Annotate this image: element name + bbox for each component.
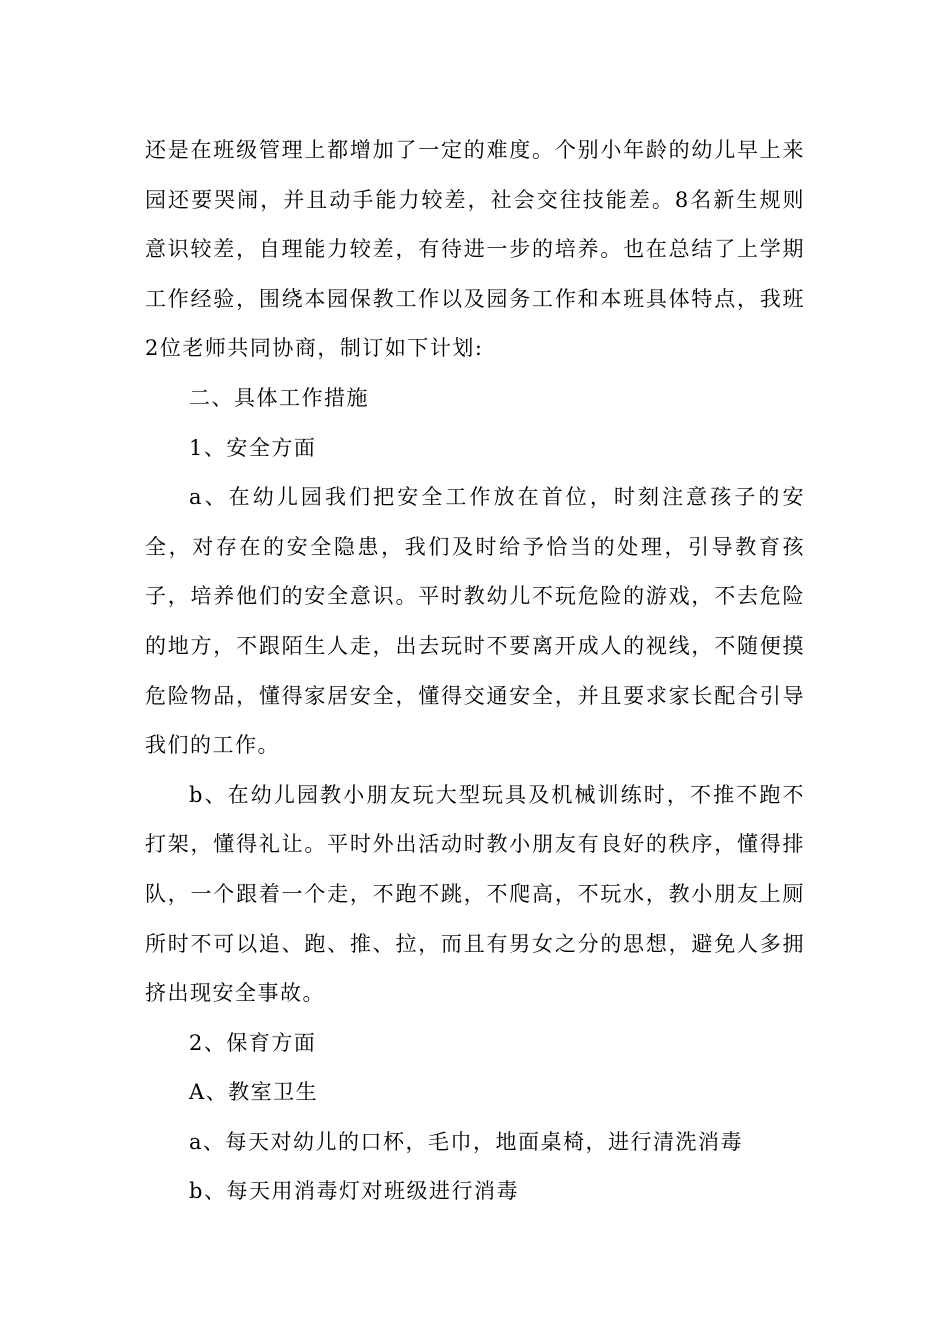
- paragraph-safety-a: a、在幼儿园我们把安全工作放在首位，时刻注意孩子的安全，对存在的安全隐患，我们及时给予恰当的处理，引导教育孩子，培养他们的安全意识。平时教幼儿不玩危险的游戏，不去危险的地方，不跟陌生人走，出去玩时不要离开成人的视线，不随便摸危险物品，懂得家居安全，懂得交通安全，并且要求家长配合引导我们的工作。: [145, 485, 805, 758]
- subheading-classroom-hygiene: A、教室卫生: [189, 1080, 319, 1105]
- subheading-care: 2、保育方面: [189, 1030, 317, 1055]
- paragraph-safety-b: b、在幼儿园教小朋友玩大型玩具及机械训练时，不推不跑不打架，懂得礼让。平时外出活动时教小朋友有良好的秩序，懂得排队，一个跟着一个走，不跑不跳，不爬高，不玩水，教小朋友上厕所时不可以追、跑、推、拉，而且有男女之分的思想，避免人多拥挤出现安全事故。: [145, 782, 805, 1006]
- document-page: [145, 126, 805, 1217]
- subheading-safety: 1、安全方面: [189, 435, 317, 460]
- section-heading-measures: 二、具体工作措施: [189, 385, 369, 410]
- list-item-hygiene-b: b、每天用消毒灯对班级进行消毒: [189, 1179, 519, 1204]
- paragraph-intro-continued: 还是在班级管理上都增加了一定的难度。个别小年龄的幼儿早上来园还要哭闹，并且动手能力较差，社会交往技能差。8名新生规则意识较差，自理能力较差，有待进一步的培养。也在总结了上学期工作经验，围绕本园保教工作以及园务工作和本班具体特点，我班2位老师共同协商，制订如下计划:: [145, 138, 805, 361]
- list-item-hygiene-a: a、每天对幼儿的口杯，毛巾，地面桌椅，进行清洗消毒: [189, 1129, 744, 1154]
